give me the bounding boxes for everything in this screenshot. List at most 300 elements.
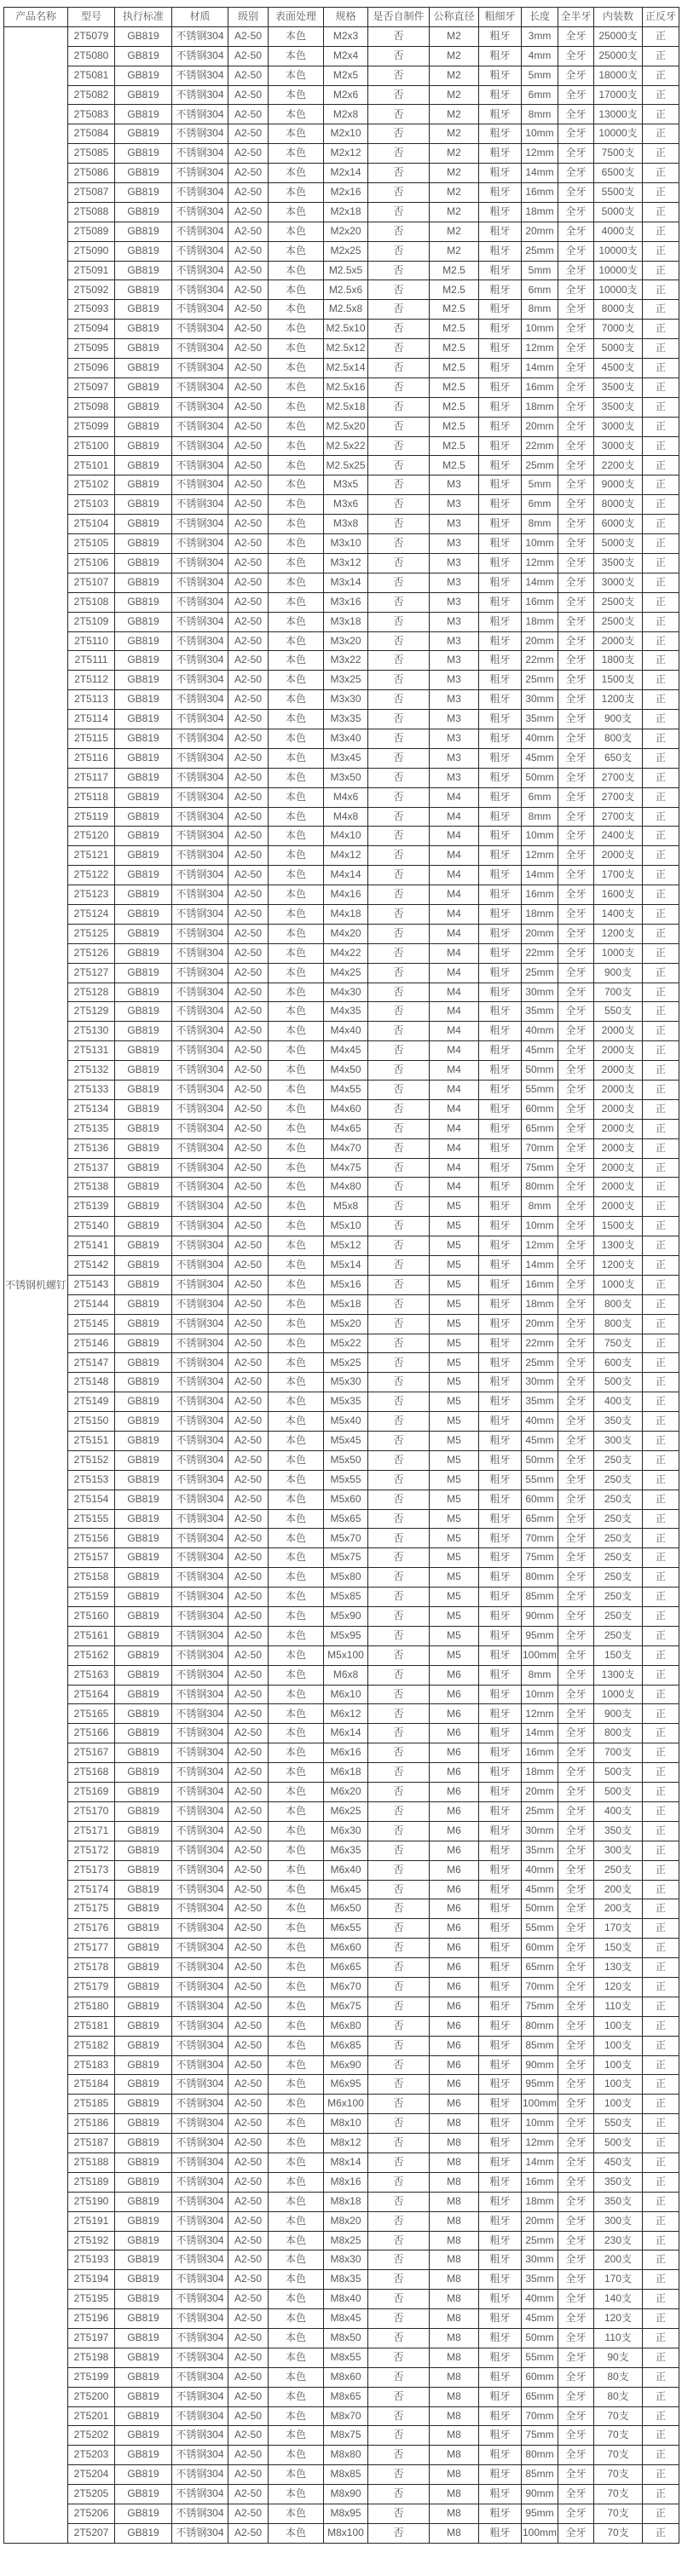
cell-surface: 本色 xyxy=(269,1041,324,1061)
cell-thread-pitch: 粗牙 xyxy=(479,983,522,1002)
cell-standard: GB819 xyxy=(115,1665,172,1685)
cell-model: 2T5080 xyxy=(68,46,115,66)
cell-model: 2T5129 xyxy=(68,1002,115,1022)
cell-self-made: 否 xyxy=(368,1197,430,1217)
cell-thread-pitch: 粗牙 xyxy=(479,710,522,729)
cell-diameter: M6 xyxy=(430,1801,479,1821)
cell-thread-pitch: 粗牙 xyxy=(479,1939,522,1958)
cell-length: 90mm xyxy=(522,2485,558,2504)
cell-surface: 本色 xyxy=(269,124,324,144)
cell-grade: A2-50 xyxy=(228,2485,269,2504)
column-header: 型号 xyxy=(68,8,115,27)
cell-length: 18mm xyxy=(522,612,558,631)
cell-thread-pitch: 粗牙 xyxy=(479,885,522,905)
cell-thread-direction: 正 xyxy=(643,963,679,983)
cell-model: 2T5193 xyxy=(68,2250,115,2270)
table-row xyxy=(4,359,679,378)
cell-standard: GB819 xyxy=(115,651,172,671)
cell-thread-pitch: 粗牙 xyxy=(479,475,522,495)
cell-thread-direction: 正 xyxy=(643,2309,679,2329)
cell-standard: GB819 xyxy=(115,1626,172,1645)
cell-self-made: 否 xyxy=(368,397,430,417)
cell-quantity: 1500支 xyxy=(594,1217,643,1236)
cell-surface: 本色 xyxy=(269,1158,324,1178)
cell-grade: A2-50 xyxy=(228,2426,269,2446)
cell-self-made: 否 xyxy=(368,1958,430,1978)
cell-thread-pitch: 粗牙 xyxy=(479,1860,522,1880)
cell-spec: M5x95 xyxy=(324,1626,368,1645)
cell-length: 14mm xyxy=(522,2152,558,2172)
cell-material: 不锈钢304 xyxy=(172,2465,228,2485)
cell-grade: A2-50 xyxy=(228,787,269,807)
cell-material: 不锈钢304 xyxy=(172,1958,228,1978)
cell-thread-pitch: 粗牙 xyxy=(479,85,522,105)
cell-spec: M5x10 xyxy=(324,1217,368,1236)
cell-surface: 本色 xyxy=(269,359,324,378)
cell-grade: A2-50 xyxy=(228,1041,269,1061)
cell-material: 不锈钢304 xyxy=(172,768,228,787)
table-header xyxy=(4,8,679,27)
cell-self-made: 否 xyxy=(368,1099,430,1119)
cell-thread-coverage: 全牙 xyxy=(558,2192,594,2211)
cell-model: 2T5155 xyxy=(68,1509,115,1529)
cell-diameter: M2.5 xyxy=(430,456,479,475)
cell-self-made: 否 xyxy=(368,183,430,203)
cell-thread-direction: 正 xyxy=(643,2134,679,2153)
cell-material: 不锈钢304 xyxy=(172,1373,228,1392)
cell-surface: 本色 xyxy=(269,924,324,943)
cell-model: 2T5104 xyxy=(68,515,115,534)
cell-spec: M5x8 xyxy=(324,1197,368,1217)
cell-diameter: M5 xyxy=(430,1490,479,1509)
cell-spec: M2.5x12 xyxy=(324,339,368,359)
cell-standard: GB819 xyxy=(115,1373,172,1392)
cell-diameter: M3 xyxy=(430,671,479,690)
cell-self-made: 否 xyxy=(368,885,430,905)
cell-length: 8mm xyxy=(522,105,558,124)
cell-length: 16mm xyxy=(522,377,558,397)
cell-thread-pitch: 粗牙 xyxy=(479,1568,522,1588)
cell-model: 2T5103 xyxy=(68,495,115,515)
cell-grade: A2-50 xyxy=(228,1665,269,1685)
table-row xyxy=(4,748,679,768)
cell-thread-pitch: 粗牙 xyxy=(479,2426,522,2446)
cell-thread-coverage: 全牙 xyxy=(558,300,594,320)
cell-self-made: 否 xyxy=(368,787,430,807)
cell-quantity: 10000支 xyxy=(594,261,643,280)
table-row xyxy=(4,397,679,417)
cell-self-made: 否 xyxy=(368,2231,430,2250)
cell-thread-pitch: 粗牙 xyxy=(479,2152,522,2172)
cell-thread-pitch: 粗牙 xyxy=(479,144,522,164)
cell-thread-coverage: 全牙 xyxy=(558,1529,594,1548)
cell-model: 2T5175 xyxy=(68,1899,115,1919)
cell-diameter: M2 xyxy=(430,183,479,203)
cell-grade: A2-50 xyxy=(228,515,269,534)
cell-thread-pitch: 粗牙 xyxy=(479,924,522,943)
cell-thread-coverage: 全牙 xyxy=(558,456,594,475)
cell-thread-coverage: 全牙 xyxy=(558,690,594,710)
cell-diameter: M2.5 xyxy=(430,320,479,339)
cell-thread-coverage: 全牙 xyxy=(558,1217,594,1236)
cell-spec: M8x75 xyxy=(324,2426,368,2446)
cell-spec: M4x16 xyxy=(324,885,368,905)
cell-thread-coverage: 全牙 xyxy=(558,1958,594,1978)
cell-thread-pitch: 粗牙 xyxy=(479,1294,522,1314)
cell-standard: GB819 xyxy=(115,748,172,768)
cell-surface: 本色 xyxy=(269,1080,324,1099)
cell-thread-coverage: 全牙 xyxy=(558,183,594,203)
cell-thread-direction: 正 xyxy=(643,1470,679,1490)
cell-model: 2T5114 xyxy=(68,710,115,729)
cell-thread-coverage: 全牙 xyxy=(558,748,594,768)
cell-grade: A2-50 xyxy=(228,475,269,495)
cell-thread-direction: 正 xyxy=(643,846,679,866)
cell-surface: 本色 xyxy=(269,1061,324,1081)
cell-material: 不锈钢304 xyxy=(172,1450,228,1470)
cell-thread-coverage: 全牙 xyxy=(558,2406,594,2426)
cell-diameter: M5 xyxy=(430,1432,479,1451)
cell-spec: M8x45 xyxy=(324,2309,368,2329)
cell-grade: A2-50 xyxy=(228,2055,269,2075)
cell-thread-direction: 正 xyxy=(643,2114,679,2134)
cell-thread-coverage: 全牙 xyxy=(558,105,594,124)
table-row xyxy=(4,1138,679,1158)
cell-quantity: 3000支 xyxy=(594,436,643,456)
column-header: 执行标准 xyxy=(115,8,172,27)
cell-standard: GB819 xyxy=(115,729,172,748)
cell-grade: A2-50 xyxy=(228,2328,269,2348)
cell-length: 80mm xyxy=(522,1568,558,1588)
cell-material: 不锈钢304 xyxy=(172,2231,228,2250)
cell-material: 不锈钢304 xyxy=(172,1783,228,1802)
cell-material: 不锈钢304 xyxy=(172,2095,228,2114)
cell-model: 2T5176 xyxy=(68,1919,115,1939)
cell-thread-coverage: 全牙 xyxy=(558,1997,594,2016)
cell-surface: 本色 xyxy=(269,807,324,827)
cell-self-made: 否 xyxy=(368,1061,430,1081)
cell-grade: A2-50 xyxy=(228,320,269,339)
cell-model: 2T5102 xyxy=(68,475,115,495)
cell-spec: M5x85 xyxy=(324,1588,368,1607)
cell-grade: A2-50 xyxy=(228,553,269,573)
table-row xyxy=(4,1801,679,1821)
cell-spec: M4x25 xyxy=(324,963,368,983)
cell-grade: A2-50 xyxy=(228,1899,269,1919)
table-row xyxy=(4,46,679,66)
cell-thread-coverage: 全牙 xyxy=(558,1392,594,1412)
cell-standard: GB819 xyxy=(115,1041,172,1061)
cell-length: 50mm xyxy=(522,1061,558,1081)
cell-standard: GB819 xyxy=(115,2095,172,2114)
cell-model: 2T5147 xyxy=(68,1353,115,1373)
cell-model: 2T5095 xyxy=(68,339,115,359)
cell-thread-pitch: 粗牙 xyxy=(479,1626,522,1645)
cell-quantity: 1300支 xyxy=(594,1665,643,1685)
cell-material: 不锈钢304 xyxy=(172,690,228,710)
cell-self-made: 否 xyxy=(368,261,430,280)
cell-quantity: 100支 xyxy=(594,2016,643,2036)
cell-quantity: 750支 xyxy=(594,1334,643,1353)
column-header: 产品名称 xyxy=(4,8,68,27)
cell-surface: 本色 xyxy=(269,2270,324,2290)
cell-grade: A2-50 xyxy=(228,943,269,963)
cell-standard: GB819 xyxy=(115,943,172,963)
cell-surface: 本色 xyxy=(269,1490,324,1509)
table-row xyxy=(4,1314,679,1334)
cell-quantity: 900支 xyxy=(594,963,643,983)
cell-surface: 本色 xyxy=(269,612,324,631)
cell-spec: M2x16 xyxy=(324,183,368,203)
cell-diameter: M8 xyxy=(430,2446,479,2465)
cell-thread-pitch: 粗牙 xyxy=(479,1217,522,1236)
cell-thread-pitch: 粗牙 xyxy=(479,377,522,397)
cell-quantity: 2500支 xyxy=(594,612,643,631)
cell-length: 12mm xyxy=(522,2134,558,2153)
table-row xyxy=(4,1236,679,1256)
cell-thread-coverage: 全牙 xyxy=(558,515,594,534)
cell-grade: A2-50 xyxy=(228,2172,269,2192)
cell-length: 12mm xyxy=(522,1236,558,1256)
cell-thread-direction: 正 xyxy=(643,1645,679,1665)
cell-surface: 本色 xyxy=(269,2426,324,2446)
cell-self-made: 否 xyxy=(368,46,430,66)
cell-thread-pitch: 粗牙 xyxy=(479,222,522,241)
table-row xyxy=(4,1256,679,1276)
cell-surface: 本色 xyxy=(269,827,324,846)
cell-material: 不锈钢304 xyxy=(172,924,228,943)
table-row xyxy=(4,261,679,280)
cell-model: 2T5166 xyxy=(68,1724,115,1743)
cell-standard: GB819 xyxy=(115,436,172,456)
cell-model: 2T5187 xyxy=(68,2134,115,2153)
cell-material: 不锈钢304 xyxy=(172,495,228,515)
cell-material: 不锈钢304 xyxy=(172,183,228,203)
cell-length: 18mm xyxy=(522,397,558,417)
cell-thread-pitch: 粗牙 xyxy=(479,612,522,631)
cell-material: 不锈钢304 xyxy=(172,222,228,241)
cell-spec: M8x40 xyxy=(324,2290,368,2309)
cell-length: 50mm xyxy=(522,1450,558,1470)
cell-material: 不锈钢304 xyxy=(172,2367,228,2387)
cell-length: 35mm xyxy=(522,710,558,729)
cell-spec: M3x40 xyxy=(324,729,368,748)
cell-thread-coverage: 全牙 xyxy=(558,2250,594,2270)
cell-surface: 本色 xyxy=(269,164,324,183)
cell-thread-pitch: 粗牙 xyxy=(479,1022,522,1041)
cell-material: 不锈钢304 xyxy=(172,827,228,846)
cell-length: 12mm xyxy=(522,1704,558,1724)
cell-thread-pitch: 粗牙 xyxy=(479,1958,522,1978)
cell-standard: GB819 xyxy=(115,2290,172,2309)
cell-self-made: 否 xyxy=(368,222,430,241)
cell-standard: GB819 xyxy=(115,2387,172,2406)
cell-thread-pitch: 粗牙 xyxy=(479,1334,522,1353)
cell-thread-coverage: 全牙 xyxy=(558,1022,594,1041)
cell-thread-direction: 正 xyxy=(643,1294,679,1314)
cell-model: 2T5205 xyxy=(68,2485,115,2504)
cell-spec: M5x25 xyxy=(324,1353,368,1373)
cell-diameter: M4 xyxy=(430,807,479,827)
cell-thread-pitch: 粗牙 xyxy=(479,26,522,46)
cell-spec: M2.5x25 xyxy=(324,456,368,475)
cell-model: 2T5206 xyxy=(68,2504,115,2524)
cell-standard: GB819 xyxy=(115,904,172,924)
cell-thread-coverage: 全牙 xyxy=(558,1724,594,1743)
cell-length: 65mm xyxy=(522,1958,558,1978)
cell-model: 2T5085 xyxy=(68,144,115,164)
cell-thread-pitch: 粗牙 xyxy=(479,2348,522,2367)
cell-length: 3mm xyxy=(522,26,558,46)
cell-diameter: M8 xyxy=(430,2348,479,2367)
cell-diameter: M6 xyxy=(430,1919,479,1939)
cell-length: 25mm xyxy=(522,671,558,690)
cell-thread-coverage: 全牙 xyxy=(558,1685,594,1704)
cell-thread-direction: 正 xyxy=(643,1919,679,1939)
cell-diameter: M6 xyxy=(430,1821,479,1841)
table-row xyxy=(4,963,679,983)
cell-spec: M6x90 xyxy=(324,2055,368,2075)
table-row xyxy=(4,768,679,787)
cell-self-made: 否 xyxy=(368,124,430,144)
cell-diameter: M3 xyxy=(430,651,479,671)
cell-grade: A2-50 xyxy=(228,1275,269,1294)
cell-thread-pitch: 粗牙 xyxy=(479,105,522,124)
cell-self-made: 否 xyxy=(368,359,430,378)
cell-spec: M4x55 xyxy=(324,1080,368,1099)
cell-self-made: 否 xyxy=(368,1763,430,1783)
cell-spec: M2x12 xyxy=(324,144,368,164)
cell-material: 不锈钢304 xyxy=(172,26,228,46)
cell-thread-direction: 正 xyxy=(643,1490,679,1509)
cell-material: 不锈钢304 xyxy=(172,2446,228,2465)
cell-quantity: 4000支 xyxy=(594,222,643,241)
cell-diameter: M4 xyxy=(430,1022,479,1041)
table-row xyxy=(4,924,679,943)
cell-quantity: 2000支 xyxy=(594,1138,643,1158)
table-row xyxy=(4,475,679,495)
cell-spec: M3x50 xyxy=(324,768,368,787)
cell-length: 16mm xyxy=(522,885,558,905)
cell-thread-coverage: 全牙 xyxy=(558,202,594,222)
cell-thread-pitch: 粗牙 xyxy=(479,671,522,690)
cell-model: 2T5180 xyxy=(68,1997,115,2016)
cell-grade: A2-50 xyxy=(228,1061,269,1081)
cell-model: 2T5131 xyxy=(68,1041,115,1061)
cell-self-made: 否 xyxy=(368,1685,430,1704)
cell-thread-coverage: 全牙 xyxy=(558,631,594,651)
cell-grade: A2-50 xyxy=(228,144,269,164)
cell-quantity: 10000支 xyxy=(594,241,643,261)
cell-quantity: 1500支 xyxy=(594,671,643,690)
cell-diameter: M2 xyxy=(430,202,479,222)
cell-grade: A2-50 xyxy=(228,2192,269,2211)
cell-thread-pitch: 粗牙 xyxy=(479,300,522,320)
cell-quantity: 500支 xyxy=(594,2134,643,2153)
cell-model: 2T5177 xyxy=(68,1939,115,1958)
cell-quantity: 8000支 xyxy=(594,300,643,320)
cell-surface: 本色 xyxy=(269,515,324,534)
cell-material: 不锈钢304 xyxy=(172,1353,228,1373)
cell-standard: GB819 xyxy=(115,690,172,710)
cell-thread-direction: 正 xyxy=(643,631,679,651)
cell-length: 35mm xyxy=(522,1841,558,1860)
table-row xyxy=(4,1294,679,1314)
cell-standard: GB819 xyxy=(115,320,172,339)
cell-material: 不锈钢304 xyxy=(172,885,228,905)
cell-standard: GB819 xyxy=(115,2152,172,2172)
cell-surface: 本色 xyxy=(269,417,324,436)
cell-thread-direction: 正 xyxy=(643,164,679,183)
cell-thread-coverage: 全牙 xyxy=(558,1607,594,1627)
cell-self-made: 否 xyxy=(368,1626,430,1645)
cell-surface: 本色 xyxy=(269,2055,324,2075)
cell-thread-direction: 正 xyxy=(643,261,679,280)
cell-model: 2T5143 xyxy=(68,1275,115,1294)
cell-surface: 本色 xyxy=(269,1860,324,1880)
cell-length: 18mm xyxy=(522,1294,558,1314)
cell-thread-coverage: 全牙 xyxy=(558,2016,594,2036)
table-row xyxy=(4,1685,679,1704)
cell-surface: 本色 xyxy=(269,1626,324,1645)
cell-standard: GB819 xyxy=(115,573,172,592)
cell-material: 不锈钢304 xyxy=(172,1626,228,1645)
cell-grade: A2-50 xyxy=(228,1294,269,1314)
cell-quantity: 250支 xyxy=(594,1509,643,1529)
cell-material: 不锈钢304 xyxy=(172,1704,228,1724)
cell-diameter: M2 xyxy=(430,105,479,124)
cell-quantity: 350支 xyxy=(594,1821,643,1841)
cell-standard: GB819 xyxy=(115,1256,172,1276)
cell-diameter: M4 xyxy=(430,1002,479,1022)
cell-length: 20mm xyxy=(522,1314,558,1334)
cell-grade: A2-50 xyxy=(228,1236,269,1256)
table-row xyxy=(4,105,679,124)
cell-model: 2T5198 xyxy=(68,2348,115,2367)
cell-grade: A2-50 xyxy=(228,417,269,436)
table-row xyxy=(4,1022,679,1041)
cell-grade: A2-50 xyxy=(228,1178,269,1197)
cell-standard: GB819 xyxy=(115,612,172,631)
cell-grade: A2-50 xyxy=(228,456,269,475)
cell-quantity: 250支 xyxy=(594,1548,643,1568)
cell-thread-coverage: 全牙 xyxy=(558,612,594,631)
cell-grade: A2-50 xyxy=(228,2016,269,2036)
cell-grade: A2-50 xyxy=(228,1158,269,1178)
cell-diameter: M8 xyxy=(430,2367,479,2387)
cell-thread-direction: 正 xyxy=(643,924,679,943)
cell-thread-pitch: 粗牙 xyxy=(479,2211,522,2231)
cell-length: 80mm xyxy=(522,2016,558,2036)
cell-self-made: 否 xyxy=(368,1138,430,1158)
cell-grade: A2-50 xyxy=(228,2036,269,2055)
cell-length: 45mm xyxy=(522,1041,558,1061)
cell-diameter: M2 xyxy=(430,85,479,105)
cell-self-made: 否 xyxy=(368,651,430,671)
cell-thread-direction: 正 xyxy=(643,2523,679,2543)
cell-model: 2T5181 xyxy=(68,2016,115,2036)
cell-self-made: 否 xyxy=(368,2348,430,2367)
cell-material: 不锈钢304 xyxy=(172,2290,228,2309)
cell-self-made: 否 xyxy=(368,515,430,534)
cell-length: 14mm xyxy=(522,359,558,378)
cell-length: 60mm xyxy=(522,1490,558,1509)
cell-self-made: 否 xyxy=(368,1041,430,1061)
cell-diameter: M8 xyxy=(430,2270,479,2290)
cell-length: 55mm xyxy=(522,2348,558,2367)
cell-standard: GB819 xyxy=(115,1588,172,1607)
cell-self-made: 否 xyxy=(368,1432,430,1451)
